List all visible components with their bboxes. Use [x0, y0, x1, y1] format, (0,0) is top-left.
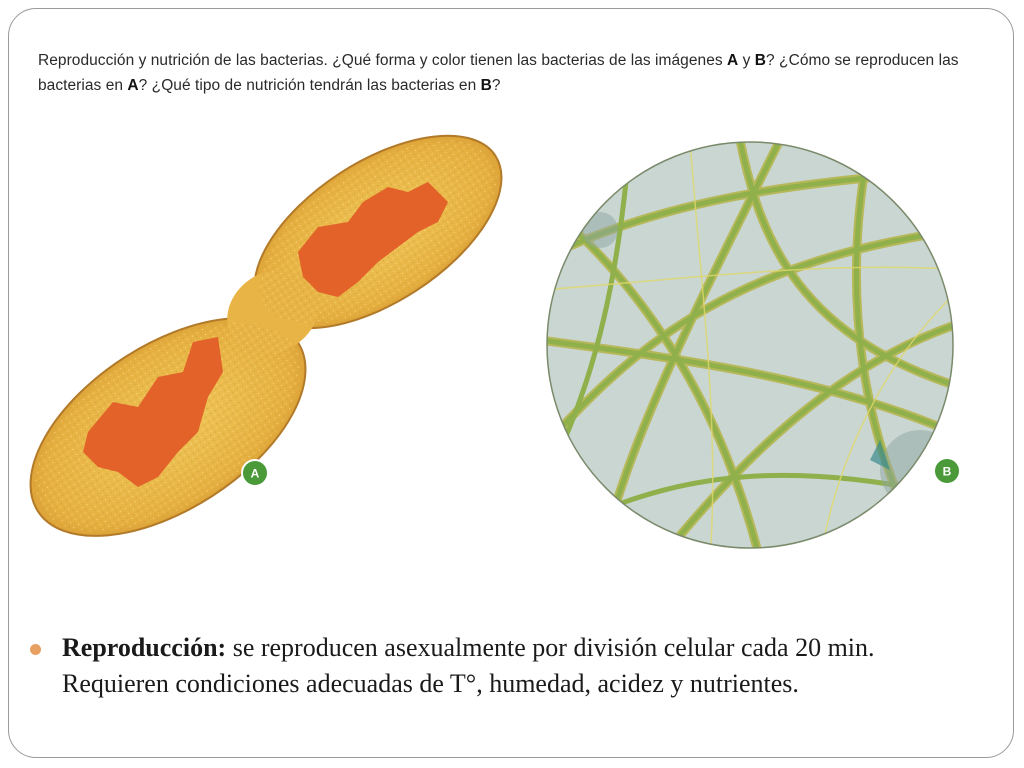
bacterium-illustration: [18, 132, 518, 552]
badge-b: [934, 458, 960, 484]
question-label-b: B: [754, 52, 767, 69]
question-label-b: B: [480, 77, 492, 94]
cell-body: [18, 132, 518, 552]
question-label-a: A: [727, 52, 739, 69]
question-part: y: [738, 52, 755, 69]
svg-text:A: A: [250, 466, 260, 481]
figure-b-filamentous-bacteria: [540, 140, 970, 560]
bullet-dot-icon: [30, 644, 41, 655]
question-part: ? ¿Cómo se reproducen las bacterias en: [38, 52, 959, 94]
question-part: ?: [491, 77, 501, 94]
question-part: ? ¿Qué tipo de nutrición tendrán las bacterias en: [138, 77, 481, 94]
question-part: Reproducción y nutrición de las bacterias. ¿Qué forma y color tienen las bacterias de las imágenes: [38, 52, 728, 69]
question-text: [38, 48, 988, 98]
micrograph-illustration: [540, 140, 970, 560]
badge-a: [242, 460, 268, 486]
bullet-term: Reproducción:: [62, 633, 227, 662]
bullet-text: [62, 630, 960, 702]
figure-a-dividing-bacterium: [18, 132, 518, 552]
svg-text:B: B: [942, 464, 952, 479]
bullet-body: se reproducen asexualmente por división celular cada 20 min. Requieren condiciones adecuadas de T°, humedad, acidez y nutrientes.: [62, 633, 875, 698]
bullet-reproduccion: [30, 630, 960, 702]
question-label-a: A: [127, 77, 139, 94]
